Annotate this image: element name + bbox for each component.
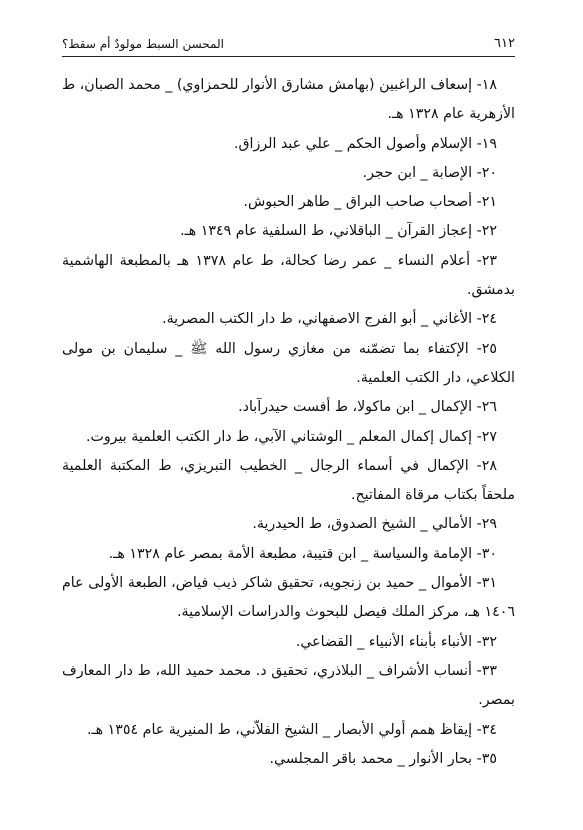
bibliography-entry: ٢٥- الإكتفاء بما تضمّنه من مغازي رسول الله ﷺ _ سليمان بن مولى الكلاعي، دار الكتب العلمية. [62, 340, 515, 386]
bibliography-entry: ٢٤- الأغاني _ أبو الفرج الاصفهاني، ط دار الكتب المصرية. [162, 311, 497, 328]
page-number: ٦١٢ [494, 36, 515, 51]
bibliography-entry: ٣٤- إيقاظ همم أولي الأبصار _ الشيخ الفلاّني، ط المنيرية عام ١٣٥٤ هـ. [87, 721, 497, 738]
running-title: المحسن السبط مولودٌ أم سقط؟ [62, 37, 224, 51]
bibliography-entry: ١٩- الإسلام وأصول الحكم _ علي عبد الرزاق. [234, 135, 497, 152]
bibliography-entry: ٢٩- الأمالي _ الشيخ الصدوق، ط الحيدرية. [252, 516, 497, 533]
bibliography-entry: ٣٣- أنساب الأشراف _ البلاذري، تحقيق د. محمد حميد الله، ط دار المعارف بمصر. [62, 662, 515, 709]
bibliography-entry: ٣٥- بحار الأنوار _ محمد باقر المجلسي. [269, 750, 497, 767]
bibliography-entry: ٢١- أصحاب صاحب البراق _ طاهر الحبوش. [243, 194, 497, 211]
bibliography-entry: ٣٠- الإمامة والسياسة _ ابن قتيبة، مطبعة الأمة بمصر عام ١٣٢٨ هـ. [108, 545, 497, 562]
bibliography-list [62, 71, 515, 774]
bibliography-entry: ٢٣- أعلام النساء _ عمر رضا كحالة، ط عام ١٣٧٨ هـ بالمطبعة الهاشمية بدمشق. [62, 252, 515, 299]
bibliography-entry: ٢٧- إكمال إكمال المعلم _ الوشتاني الآبي، ط دار الكتب العلمية بيروت. [85, 428, 497, 445]
bibliography-entry: ١٨- إسعاف الراغبين (بهامش مشارق الأنوار للحمزاوي) _ محمد الصبان، ط الأزهرية عام ١٣٢٨ هـ. [62, 77, 515, 123]
page-header [62, 36, 515, 57]
bibliography-entry: ٣٢- الأنباء بأبناء الأنبياء _ القضاعي. [295, 633, 497, 650]
bibliography-entry: ٢٨- الإكمال في أسماء الرجال _ الخطيب التبريزي، ط المكتبة العلمية ملحقاً بكتاب مرقاة المفاتيح. [62, 457, 515, 504]
bibliography-entry: ٢٢- إعجاز القرآن _ الباقلاني، ط السلفية عام ١٣٤٩ هـ. [180, 223, 497, 240]
bibliography-entry: ٢٦- الإكمال _ ابن ماكولا، ط أفست حيدرآباد. [238, 399, 497, 416]
bibliography-entry: ٣١- الأموال _ حميد بن زنجويه، تحقيق شاكر ذيب فياض، الطبعة الأولى عام ١٤٠٦ هـ، مركز الملك فيصل للبحوث والدراسات الإسلامية. [62, 575, 515, 621]
bibliography-entry: ٢٠- الإصابة _ ابن حجر. [362, 164, 497, 181]
